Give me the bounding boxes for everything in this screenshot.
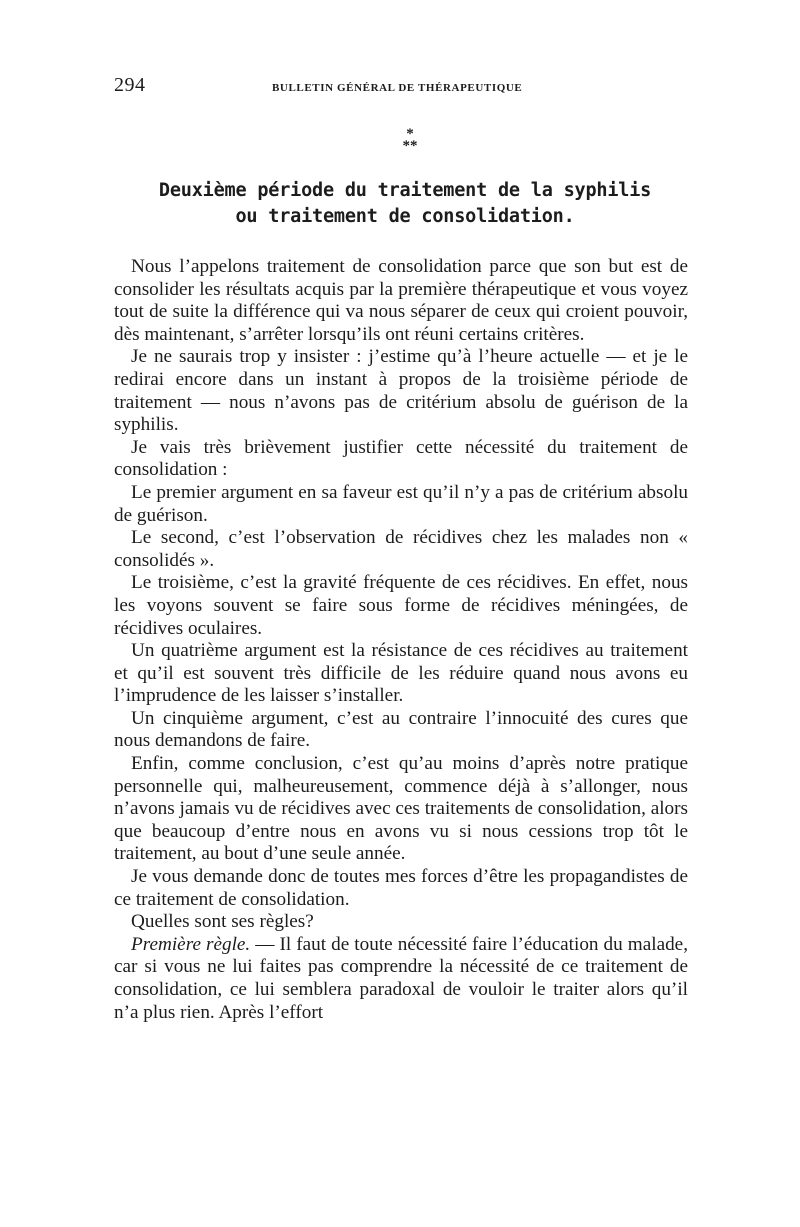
- paragraph: Nous l’appelons traitement de consolidation parce que son but est de consolider les résultats acquis par la première thérapeutique et vous voyez tout de suite la différence qui va nous séparer de ceux qui croient pouvoir, dès maintenant, s’arrêter lorsqu’ils ont réuni certains critères.: [114, 256, 688, 345]
- paragraph: Un cinquième argument, c’est au contraire l’innocuité des cures que nous demandons de faire.: [114, 707, 688, 752]
- paragraph: Je vous demande donc de toutes mes forces d’être les propagandistes de ce traitement de consolidation.: [114, 866, 688, 910]
- paragraph: Quelles sont ses règles?: [131, 911, 314, 933]
- section-title-line-2: ou traitement de consolidation.: [235, 206, 575, 227]
- running-head: BULLETIN GÉNÉRAL DE THÉRAPEUTIQUE: [272, 82, 523, 94]
- paragraph: Le premier argument en sa faveur est qu’il n’y a pas de critérium absolu de guérison.: [114, 481, 688, 526]
- paragraph-premiere-regle: [114, 934, 688, 1024]
- paragraph: Je vais très brièvement justifier cette nécessité du traitement de consolidation :: [114, 436, 688, 481]
- asterism-ornament: [380, 128, 440, 152]
- asterism-bottom: **: [402, 138, 418, 154]
- paragraph: Le second, c’est l’observation de récidives chez les malades non « consolidés ».: [114, 527, 688, 571]
- body-text: [114, 256, 688, 1024]
- paragraph: Le troisième, c’est la gravité fréquente de ces récidives. En effet, nous les voyons souvent se faire sous forme de récidives méningées, de récidives oculaires.: [114, 572, 688, 639]
- paragraph: Je ne saurais trop y insister : j’estime qu’à l’heure actuelle — et je le redirai encore dans un instant à propos de la troisième période de traitement — nous n’avons pas de critérium absolu de guérison de la syphilis.: [114, 346, 688, 436]
- paragraph: Un quatrième argument est la résistance de ces récidives au traitement et qu’il est souvent très difficile de les réduire quand nous avons eu l’imprudence de les laisser s’installer.: [114, 640, 688, 707]
- page-number: 294: [114, 74, 146, 96]
- section-title: [110, 178, 700, 230]
- paragraph: Enfin, comme conclusion, c’est qu’au moins d’après notre pratique personnelle qui, malheureusement, commence déjà à s’allonger, nous n’avons jamais vu de récidives avec ces traitements de consolidation, alors que beaucoup d’entre nous en avons vu si nous cessions trop tôt le traitement, au bout d’une seule année.: [114, 753, 688, 865]
- paragraph-text: — Il faut de toute nécessité faire l’éducation du malade, car si vous ne lui faites pas comprendre la nécessité de ce traitement de consolidation, ce lui semblera paradoxal de vouloir le traiter alors qu’il n’a plus rien. Après l’effort: [114, 933, 688, 1023]
- section-title-line-1: Deuxième période du traitement de la syphilis: [158, 180, 652, 201]
- asterism-top: *: [406, 126, 414, 142]
- run-in-heading: Première règle.: [131, 933, 251, 955]
